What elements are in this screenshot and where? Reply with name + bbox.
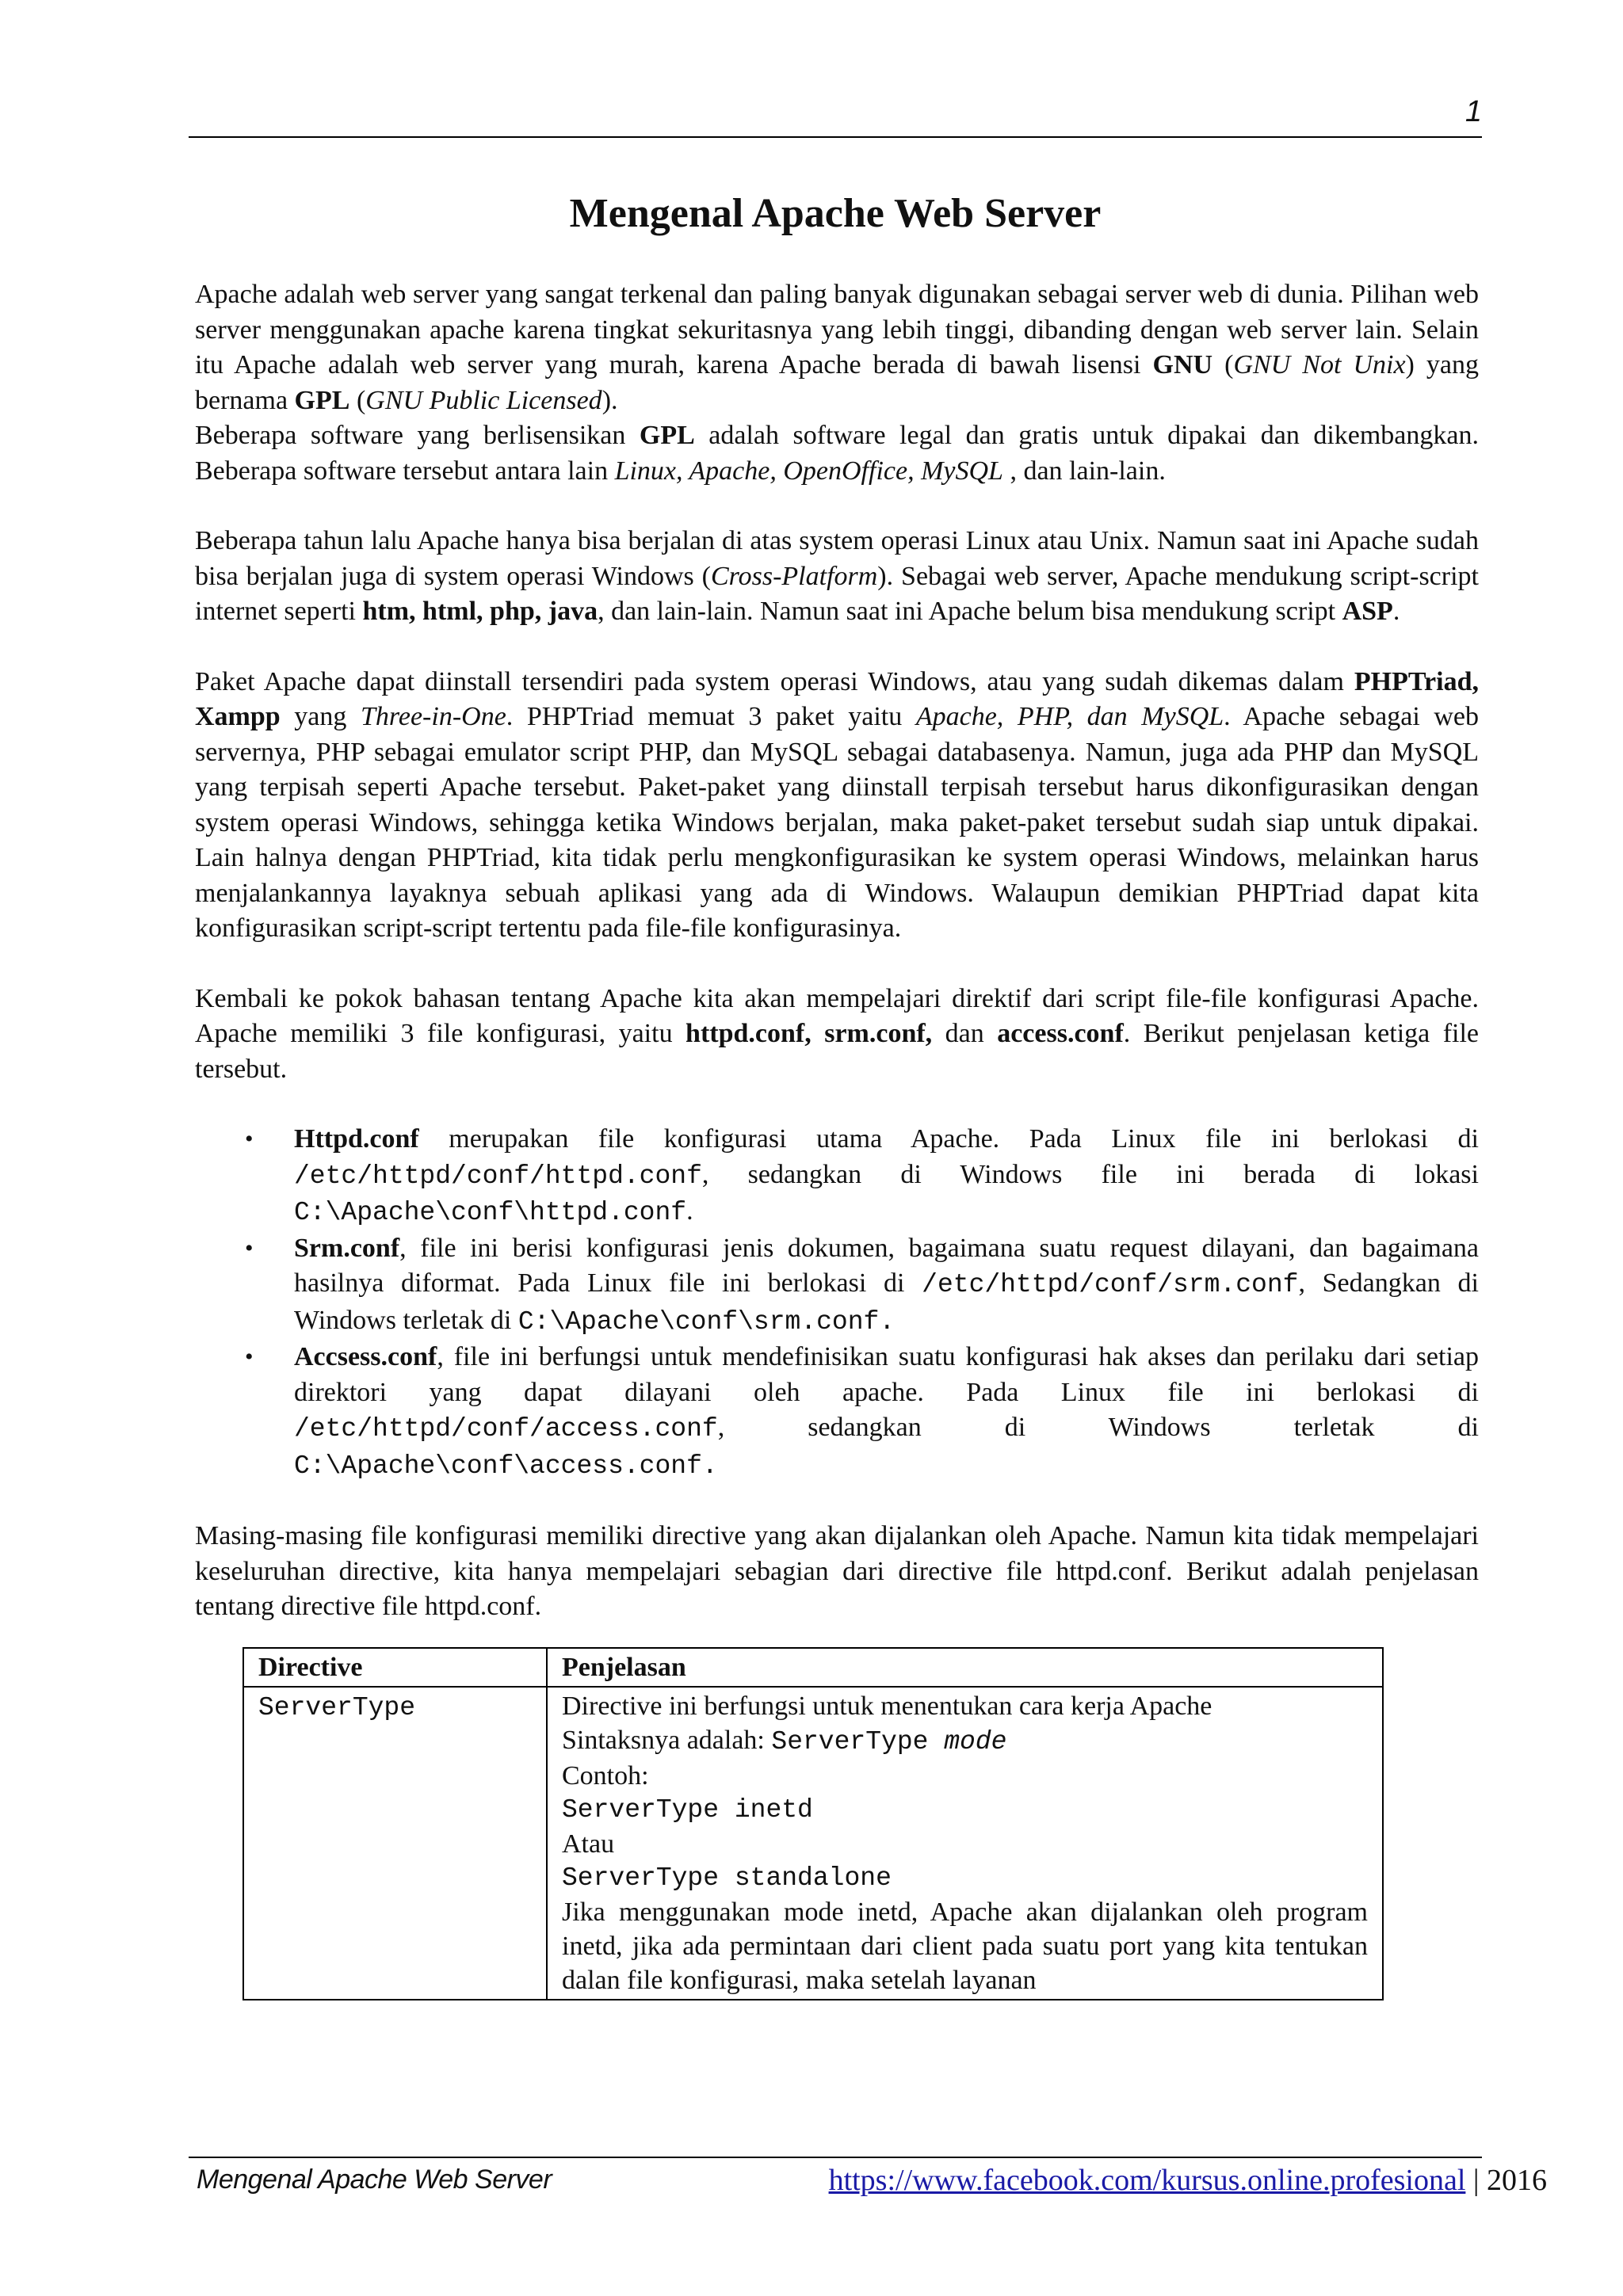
description-text: Directive ini berfungsi untuk menentukan cara kerja Apache: [562, 1691, 1212, 1721]
header-rule: [189, 136, 1482, 138]
bold-text: PHPTriad, Xampp: [195, 666, 1479, 731]
table-header-penjelasan: Penjelasan: [547, 1648, 1383, 1687]
bold-text: access.conf: [997, 1019, 1124, 1048]
paragraph-gap: [195, 1484, 1479, 1519]
paragraph-intro: [195, 277, 1479, 418]
code-path: /etc/httpd/conf/srm.conf: [922, 1270, 1299, 1299]
italic-text: Apache, PHP, dan MySQL: [915, 702, 1224, 731]
footer-link[interactable]: https://www.facebook.com/kursus.online.profesional: [828, 2164, 1466, 2197]
text: (: [1212, 350, 1234, 379]
italic-text: Linux, Apache, OpenOffice, MySQL: [614, 456, 1003, 486]
bold-text: htm, html, php, java: [362, 597, 598, 626]
config-file-list: [195, 1122, 1479, 1484]
syntax-line: [562, 1723, 1368, 1759]
table-header-directive: Directive: [243, 1648, 547, 1687]
example-label: Contoh:: [562, 1760, 649, 1791]
bold-text: httpd.conf, srm.conf,: [685, 1019, 933, 1048]
text: , dan lain-lain. Namun saat ini Apache belum bisa mendukung script: [598, 597, 1342, 626]
paragraph-directives-intro: Masing-masing file konfigurasi memiliki directive yang akan dijalankan oleh Apache. Namun kita tidak mempelajari keseluruhan directive, kita hanya mempelajari sebagian dari directive file httpd.conf. Berikut adalah penjelasan tentang directive file httpd.conf.: [195, 1521, 1479, 1621]
list-item-httpd-conf: [195, 1122, 1479, 1231]
paragraph-gap: [195, 630, 1479, 665]
code-path: C:\Apache\conf\access.conf.: [294, 1451, 718, 1481]
code-path: /etc/httpd/conf/httpd.conf: [294, 1161, 702, 1191]
paragraph-platform: [195, 524, 1479, 630]
text: dan: [932, 1019, 998, 1048]
text: , dan lain-lain.: [1002, 456, 1166, 486]
text: merupakan file konfigurasi utama Apache. Pada Linux file ini berlokasi di: [418, 1124, 1479, 1154]
text: , file ini berisi konfigurasi jenis dokumen, bagaimana suatu request dilayani, dan bagaimana hasilnya diformat. Pada Linux file ini berlokasi di: [294, 1233, 1479, 1298]
table-header-row: [243, 1648, 1383, 1687]
example-code: ServerType standalone: [562, 1863, 892, 1893]
italic-text: Cross-Platform: [710, 561, 878, 591]
text: Apache adalah web server yang sangat terkenal dan paling banyak digunakan sebagai server web di dunia. Pilihan web server menggunakan apache karena tingkat sekuritasnya yang lebih tinggi, dibanding dengan web server lain. Selain itu Apache adalah web server yang murah, karena Apache berada di bawah lisensi: [195, 280, 1479, 379]
text: . Berikut penjelasan ketiga file tersebut.: [195, 1019, 1479, 1084]
bullet-icon: •: [245, 1126, 254, 1152]
text: . Apache sebagai web servernya, PHP sebagai emulator script PHP, dan MySQL sebagai databasenya. Namun, juga ada PHP dan MySQL yang terpisah seperti Apache tersebut. Paket-paket yang diinstall terpisah tersebut harus dikonfigurasikan dengan system operasi Windows, sehingga ketika Windows berjalan, maka paket-paket tersebut sudah siap untuk dipakai. Lain halnya dengan PHPTriad, kita tidak perlu mengkonfigurasikan ke system operasi Windows, melainkan harus menjalankannya layaknya sebuah aplikasi yang ada di Windows. Walaupun demikian PHPTriad dapat kita konfigurasikan script-script tertentu pada file-file konfigurasinya.: [195, 702, 1480, 943]
bold-text: ASP: [1342, 597, 1393, 626]
directive-name: ServerType: [258, 1692, 416, 1722]
footer-separator: |: [1465, 2164, 1487, 2197]
text: yang: [280, 702, 361, 731]
code-path: /etc/httpd/conf/access.conf: [294, 1414, 718, 1444]
table-cell-directive: [243, 1687, 547, 2000]
or-label: Atau: [562, 1829, 615, 1859]
paragraph-packages: [195, 665, 1479, 947]
syntax-param: mode: [944, 1726, 1007, 1756]
text: Beberapa software yang berlisensikan: [195, 421, 640, 450]
bold-text: Httpd.conf: [294, 1124, 419, 1154]
bold-text: GNU: [1152, 350, 1213, 379]
text: ) yang bernama: [195, 350, 1480, 415]
directive-table: [242, 1647, 1384, 2000]
footer-year: 2016: [1487, 2164, 1547, 2197]
list-item-access-conf: [195, 1340, 1479, 1484]
text: , Sedangkan di Windows terletak di: [294, 1268, 1479, 1335]
syntax-code: ServerType: [771, 1726, 945, 1756]
text: , file ini berfungsi untuk mendefinisikan suatu konfigurasi hak akses dan perilaku dari setiap direktori yang dapat dilayani oleh apache. Pada Linux file ini berlokasi di: [294, 1342, 1479, 1407]
paragraph-gpl-software: [195, 418, 1479, 489]
text: ).: [601, 385, 618, 415]
text: Paket Apache dapat diinstall tersendiri pada system operasi Windows, atau yang sudah dikemas dalam: [195, 666, 1354, 696]
paragraph-gap: [195, 1625, 1479, 1634]
bold-text: Accsess.conf: [294, 1342, 437, 1371]
text: , sedangkan di Windows file ini berada di lokasi: [701, 1159, 1479, 1189]
footer-right: [829, 2163, 1547, 2198]
table-cell-description: [547, 1687, 1383, 2000]
italic-text: GNU Public Licensed: [365, 385, 602, 415]
example-code: ServerType inetd: [562, 1794, 813, 1825]
paragraph-config-files: [195, 982, 1479, 1088]
text: . PHPTriad memuat 3 paket yaitu: [506, 702, 916, 731]
text: Kembali ke pokok bahasan tentang Apache kita akan mempelajari direktif dari script file-file konfigurasi Apache. Apache memiliki 3 file konfigurasi, yaitu: [195, 983, 1479, 1048]
bold-text: GPL: [639, 421, 695, 450]
syntax-label: Sintaksnya adalah:: [562, 1725, 772, 1755]
main-content: [195, 277, 1479, 2000]
text: .: [686, 1196, 693, 1226]
italic-text: Three-in-One: [361, 702, 506, 731]
bold-text: GPL: [294, 385, 350, 415]
bold-text: Srm.conf: [294, 1233, 400, 1263]
text: (: [349, 385, 366, 415]
paragraph-gap: [195, 1087, 1479, 1122]
text: .: [1392, 597, 1400, 626]
table-row: [243, 1687, 1383, 2000]
paragraph-gap: [195, 947, 1479, 982]
footer-title: Mengenal Apache Web Server: [197, 2164, 552, 2195]
code-path: C:\Apache\conf\srm.conf.: [517, 1306, 896, 1337]
text: ). Sebagai web server, Apache mendukung script-script internet seperti: [195, 561, 1479, 626]
bullet-icon: •: [245, 1344, 254, 1370]
text: Beberapa tahun lalu Apache hanya bisa berjalan di atas system operasi Linux atau Unix. Namun saat ini Apache sudah bisa berjalan juga di system operasi Windows (: [195, 526, 1479, 591]
text: , sedangkan di Windows terletak di: [717, 1413, 1479, 1442]
code-path: C:\Apache\conf\httpd.conf: [294, 1198, 687, 1227]
text: adalah software legal dan gratis untuk dipakai dan dikembangkan. Beberapa software tersebut antara lain: [195, 421, 1479, 486]
bullet-icon: •: [245, 1234, 254, 1261]
italic-text: GNU Not Unix: [1233, 350, 1406, 379]
description-text: Jika menggunakan mode inetd, Apache akan dijalankan oleh program inetd, jika ada permintaan dari client pada suatu port yang kita tentukan dalan file konfigurasi, maka setelah layanan: [562, 1897, 1368, 1995]
page-number: 1: [1465, 95, 1482, 128]
footer-rule: [189, 2157, 1482, 2158]
page-title: Mengenal Apache Web Server: [569, 191, 1102, 236]
list-item-srm-conf: [195, 1231, 1479, 1341]
paragraph-gap: [195, 489, 1479, 524]
